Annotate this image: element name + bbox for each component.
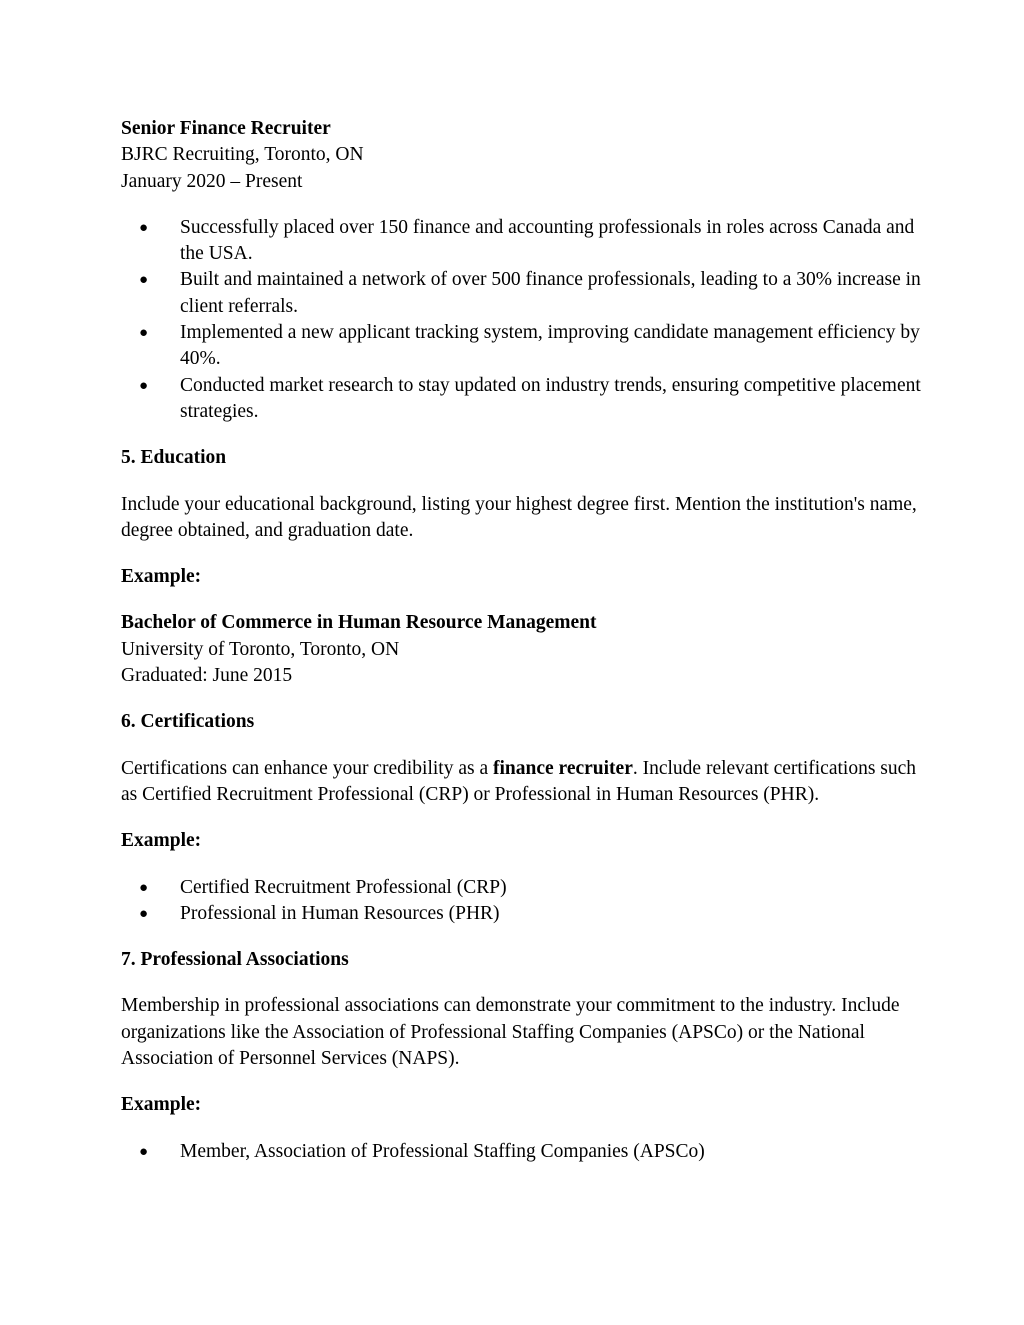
list-item-text: Professional in Human Resources (PHR) <box>180 902 500 924</box>
list-item-text: Member, Association of Professional Staffing Companies (APSCo) <box>180 1140 705 1162</box>
list-item <box>121 901 921 927</box>
education-example-label: Example: <box>121 566 202 588</box>
certifications-description-after: . Include relevant certifications such as Certified Recruitment Professional (CRP) or Professional in Human Resources (PHR). <box>121 757 917 805</box>
list-item <box>121 373 921 426</box>
list-item-text: Certified Recruitment Professional (CRP) <box>180 876 507 898</box>
job-bullet-list <box>121 215 921 425</box>
bullet-icon: ● <box>139 272 149 289</box>
bullet-icon: ● <box>139 879 149 896</box>
certifications-heading: 6. Certifications <box>121 711 255 733</box>
list-item <box>121 320 921 373</box>
certifications-list <box>121 875 921 928</box>
certifications-description-before: Certifications can enhance your credibility as a <box>121 757 493 779</box>
document-page <box>121 116 921 1165</box>
job-title: Senior Finance Recruiter <box>121 118 331 139</box>
list-item-text: Successfully placed over 150 finance and accounting professionals in roles across Canada and the USA. <box>180 216 915 265</box>
education-description: Include your educational background, listing your highest degree first. Mention the institution's name, degree obtained, and graduation date. <box>121 493 917 541</box>
associations-list <box>121 1139 921 1165</box>
list-item <box>121 1139 921 1165</box>
education-graduated: Graduated: June 2015 <box>121 665 293 687</box>
education-institution: University of Toronto, Toronto, ON <box>121 638 400 660</box>
education-degree: Bachelor of Commerce in Human Resource Management <box>121 612 597 634</box>
list-item <box>121 267 921 320</box>
associations-example-label: Example: <box>121 1094 202 1116</box>
list-item-text: Conducted market research to stay updated on industry trends, ensuring competitive placement strategies. <box>180 374 921 422</box>
certifications-description <box>121 756 921 809</box>
bullet-icon: ● <box>139 905 149 922</box>
list-item <box>121 215 921 268</box>
associations-description: Membership in professional associations can demonstrate your commitment to the industry. Include organizations like the Association of Professional Staffing Companies (APSCo) or the National Association of Personnel Services (NAPS). <box>121 995 900 1070</box>
education-heading: 5. Education <box>121 447 227 469</box>
list-item-text: Built and maintained a network of over 500 finance professionals, leading to a 30% increase in client referrals. <box>180 269 921 317</box>
bullet-icon: ● <box>139 325 149 342</box>
certifications-description-bold: finance recruiter <box>492 757 633 779</box>
bullet-icon: ● <box>139 377 149 394</box>
list-item-text: Implemented a new applicant tracking system, improving candidate management efficiency by 40%. <box>180 322 920 370</box>
bullet-icon: ● <box>139 219 149 236</box>
list-item <box>121 875 921 901</box>
job-company: BJRC Recruiting, Toronto, ON <box>121 144 364 166</box>
bullet-icon: ● <box>139 1143 149 1160</box>
associations-heading: 7. Professional Associations <box>121 949 349 971</box>
certifications-example-label: Example: <box>121 830 202 852</box>
job-dates: January 2020 – Present <box>121 170 303 192</box>
